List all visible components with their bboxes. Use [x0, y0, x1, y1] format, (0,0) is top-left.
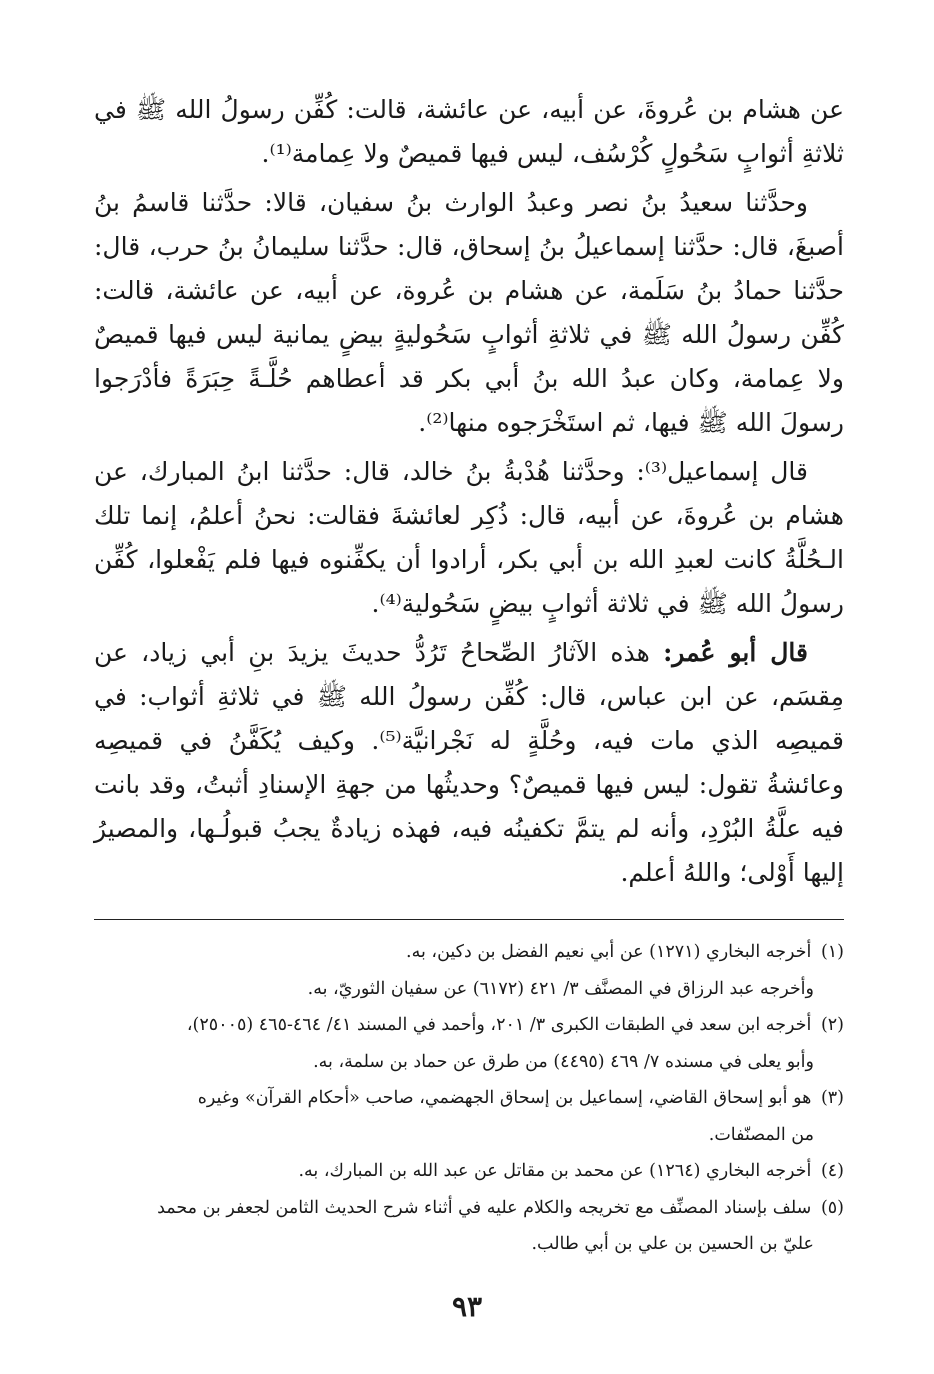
- footnote-3: [94, 1080, 844, 1153]
- paragraph-3: قال إسماعيل⁽³⁾: وحدَّثنا هُدْبةُ بنُ خالد، قال: حدَّثنا ابنُ المبارك، عن هشام بن عُروةَ، عن أبيه، قال: ذُكِر لعائشةَ فقالت: نحنُ أعلمُ، إنما تلك الـحُلَّةُ كانت لعبدِ الله بن أبي بكر، أرادوا أن يكفِّنوه فيها فلم يَفْعلوا، كُفِّن رسولُ الله ﷺ في ثلاثة أثوابٍ بيضٍ سَحُولية⁽⁴⁾.: [94, 457, 844, 618]
- footnote-text: أخرجه البخاري (١٢٧١) عن أبي نعيم الفضل بن دكين، به.: [406, 942, 812, 962]
- footnote-continuation: من المصنّفات.: [708, 1124, 814, 1145]
- footnote-5: [94, 1190, 844, 1263]
- footnotes: [94, 934, 844, 1263]
- footnote-4: [94, 1153, 844, 1190]
- page-body: [94, 88, 844, 1263]
- footnote-continuation: وأخرجه عبد الرزاق في المصنَّف ٣/ ٤٢١ (٦١٧٢) عن سفيان الثوريّ، به.: [307, 978, 814, 999]
- footnote-text: أخرجه ابن سعد في الطبقات الكبرى ٣/ ٢٠١، وأحمد في المسند ٤١/ ٤٦٤-٤٦٥ (٢٥٠٠٥)،: [186, 1015, 812, 1035]
- page-number: ٩٣: [451, 1290, 483, 1323]
- paragraph-4-text: هذه الآثارُ الصِّحاحُ تَرُدُّ حديثَ يزيدَ بنِ أبي زياد، عن مِقسَم، عن ابن عباس، قال: كُفِّن رسولُ الله ﷺ في ثلاثةِ أثواب: في قميصِه الذي مات فيه، وحُلَّةٍ له نَجْرانيَّة⁽⁵⁾. وكيف يُكَفَّنُ في قميصِه وعائشةُ تقول: ليس فيها قميصٌ؟ وحديثُها من جهةِ الإسنادِ أثبتُ، وقد بانت فيه علَّةُ البُرْدِ، وأنه لم يتمَّ تكفينُه فيه، فهذه زيادةٌ يجبُ قبولُـها، والمصيرُ إليها أَوْلى؛ واللهُ أعلم.: [94, 638, 844, 887]
- footnote-number: (٣): [820, 1088, 844, 1108]
- footnote-number: (١): [820, 942, 844, 962]
- footnote-continuation: عليّ بن الحسين بن علي بن أبي طالب.: [531, 1234, 814, 1254]
- footnote-separator: [94, 919, 844, 920]
- footnote-text: هو أبو إسحاق القاضي، إسماعيل بن إسحاق الجهضمي، صاحب «أحكام القرآن» وغيره: [197, 1088, 812, 1108]
- paragraph-1: عن هشام بن عُروةَ، عن أبيه، عن عائشة، قالت: كُفِّن رسولُ الله ﷺ في ثلاثةِ أثوابٍ سَحُولٍ كُرْسُف، ليس فيها قميصٌ ولا عِمامة⁽¹⁾.: [94, 95, 844, 168]
- footnote-text: أخرجه البخاري (١٢٦٤) عن محمد بن مقاتل عن عبد الله بن المبارك، به.: [298, 1161, 812, 1181]
- footnote-continuation: وأبو يعلى في مسنده ٧/ ٤٦٩ (٤٤٩٥) من طرق عن حماد بن سلمة، به.: [313, 1051, 814, 1072]
- main-text: [94, 88, 844, 895]
- footnote-2: [94, 1007, 844, 1080]
- paragraph-4: [94, 631, 844, 895]
- speaker-label: قال أبو عُمر:: [663, 638, 809, 667]
- footnote-1: [94, 934, 844, 1007]
- footnote-number: (٥): [820, 1197, 844, 1218]
- footnote-number: (٤): [820, 1161, 844, 1181]
- footnote-text: سلف بإسناد المصنِّف مع تخريجه والكلام عليه في أثناء شرح الحديث الثامن لجعفر بن محمد: [157, 1197, 812, 1218]
- paragraph-2: وحدَّثنا سعيدُ بنُ نصر وعبدُ الوارث بنُ سفيان، قالا: حدَّثنا قاسمُ بنُ أصبغَ، قال: حدَّثنا إسماعيلُ بنُ إسحاق، قال: حدَّثنا سليمانُ بنُ حرب، قال: حدَّثنا حمادُ بنُ سَلَمة، عن هشام بن عُروة، عن أبيه، عن عائشة، قالت: كُفِّن رسولُ الله ﷺ في ثلاثةِ أثوابٍ سَحُوليةٍ بيضٍ يمانية ليس فيها قميصٌ ولا عِمامة، وكان عبدُ الله بنُ أبي بكر قد أعطاهم حُلَّـةً حِبَرَةً فأدْرَجوا رسولَ الله ﷺ فيها، ثم استَخْرَجوه منها⁽²⁾.: [94, 188, 844, 437]
- footnote-number: (٢): [820, 1015, 844, 1035]
